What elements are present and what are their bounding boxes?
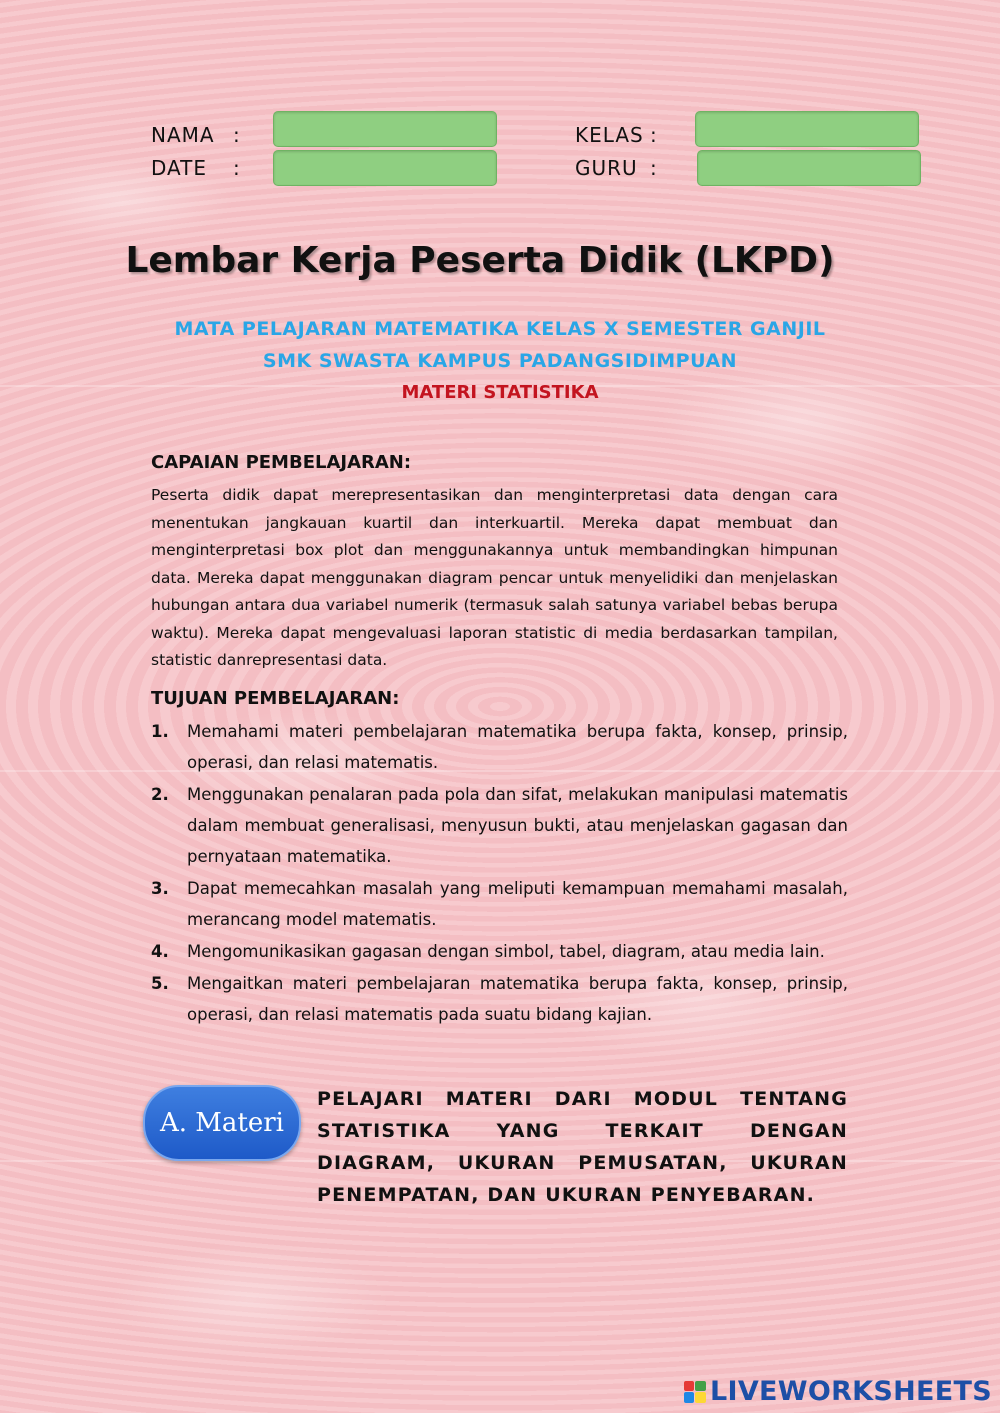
subtitle-school: SMK SWASTA KAMPUS PADANGSIDIMPUAN <box>262 350 738 372</box>
page-title: Lembar Kerja Peserta Didik (LKPD) <box>125 240 835 281</box>
brand-text: LIVEWORKSHEETS <box>709 1376 992 1407</box>
tujuan-heading: TUJUAN PEMBELAJARAN: <box>151 688 400 709</box>
nama-label: NAMA <box>151 123 215 147</box>
logo-square <box>684 1381 695 1392</box>
logo-square <box>695 1392 706 1403</box>
list-number: 5. <box>151 974 169 993</box>
materi-instruction: PELAJARI MATERI DARI MODUL TENTANG STATISTIKA YANG TERKAIT DENGAN DIAGRAM, UKURAN PEMUSATAN, UKURAN PENEMPATAN, DAN UKURAN PENYEBARAN. <box>317 1088 848 1206</box>
guru-label: GURU <box>575 156 638 180</box>
colon: : <box>233 123 241 147</box>
subtitle-subject: MATA PELAJARAN MATEMATIKA KELAS X SEMESTER GANJIL <box>174 318 826 340</box>
list-item <box>151 873 848 935</box>
list-item <box>151 936 848 967</box>
colon: : <box>650 123 658 147</box>
capaian-heading: CAPAIAN PEMBELAJARAN: <box>151 452 412 473</box>
list-number: 4. <box>151 942 169 961</box>
list-number: 2. <box>151 785 169 804</box>
date-label: DATE <box>151 156 208 180</box>
list-number: 1. <box>151 722 169 741</box>
kelas-input[interactable] <box>695 111 919 147</box>
list-item <box>151 716 848 778</box>
list-text: Mengaitkan materi pembelajaran matematika berupa fakta, konsep, prinsip, operasi, dan relasi matematis pada suatu bidang kajian. <box>187 974 848 1024</box>
list-text: Mengomunikasikan gagasan dengan simbol, tabel, diagram, atau media lain. <box>187 942 825 961</box>
date-input[interactable] <box>273 150 497 186</box>
capaian-text: Peserta didik dapat merepresentasikan dan menginterpretasi data dengan cara menentukan jangkauan kuartil dan interkuartil. Mereka dapat membuat dan menginterpretasi box plot dan menggunakannya untuk membandingkan himpunan data. Mereka dapat menggunakan diagram pencar untuk menyelidiki dan menjelaskan hubungan antara dua variabel numerik (termasuk salah satunya variabel bebas berupa waktu). Mereka dapat mengevaluasi laporan statistic di media berdasarkan tampilan, statistic danrepresentasi data. <box>151 486 838 669</box>
tujuan-list <box>151 716 848 1031</box>
materi-title: MATERI STATISTIKA <box>401 382 599 403</box>
colon: : <box>650 156 658 180</box>
materi-button[interactable]: A. Materi <box>143 1085 301 1161</box>
liveworksheets-logo-icon <box>684 1381 706 1403</box>
kelas-label: KELAS <box>575 123 644 147</box>
liveworksheets-brand[interactable] <box>684 1376 992 1407</box>
list-text: Memahami materi pembelajaran matematika berupa fakta, konsep, prinsip, operasi, dan relasi matematis. <box>187 722 848 772</box>
colon: : <box>233 156 241 180</box>
nama-input[interactable] <box>273 111 497 147</box>
logo-square <box>684 1392 695 1403</box>
guru-input[interactable] <box>697 150 921 186</box>
list-item <box>151 968 848 1030</box>
logo-square <box>695 1381 706 1392</box>
list-text: Dapat memecahkan masalah yang meliputi kemampuan memahami masalah, merancang model matematis. <box>187 879 848 929</box>
list-text: Menggunakan penalaran pada pola dan sifat, melakukan manipulasi matematis dalam membuat generalisasi, menyusun bukti, atau menjelaskan gagasan dan pernyataan matematika. <box>187 785 848 866</box>
list-item <box>151 779 848 872</box>
list-number: 3. <box>151 879 169 898</box>
